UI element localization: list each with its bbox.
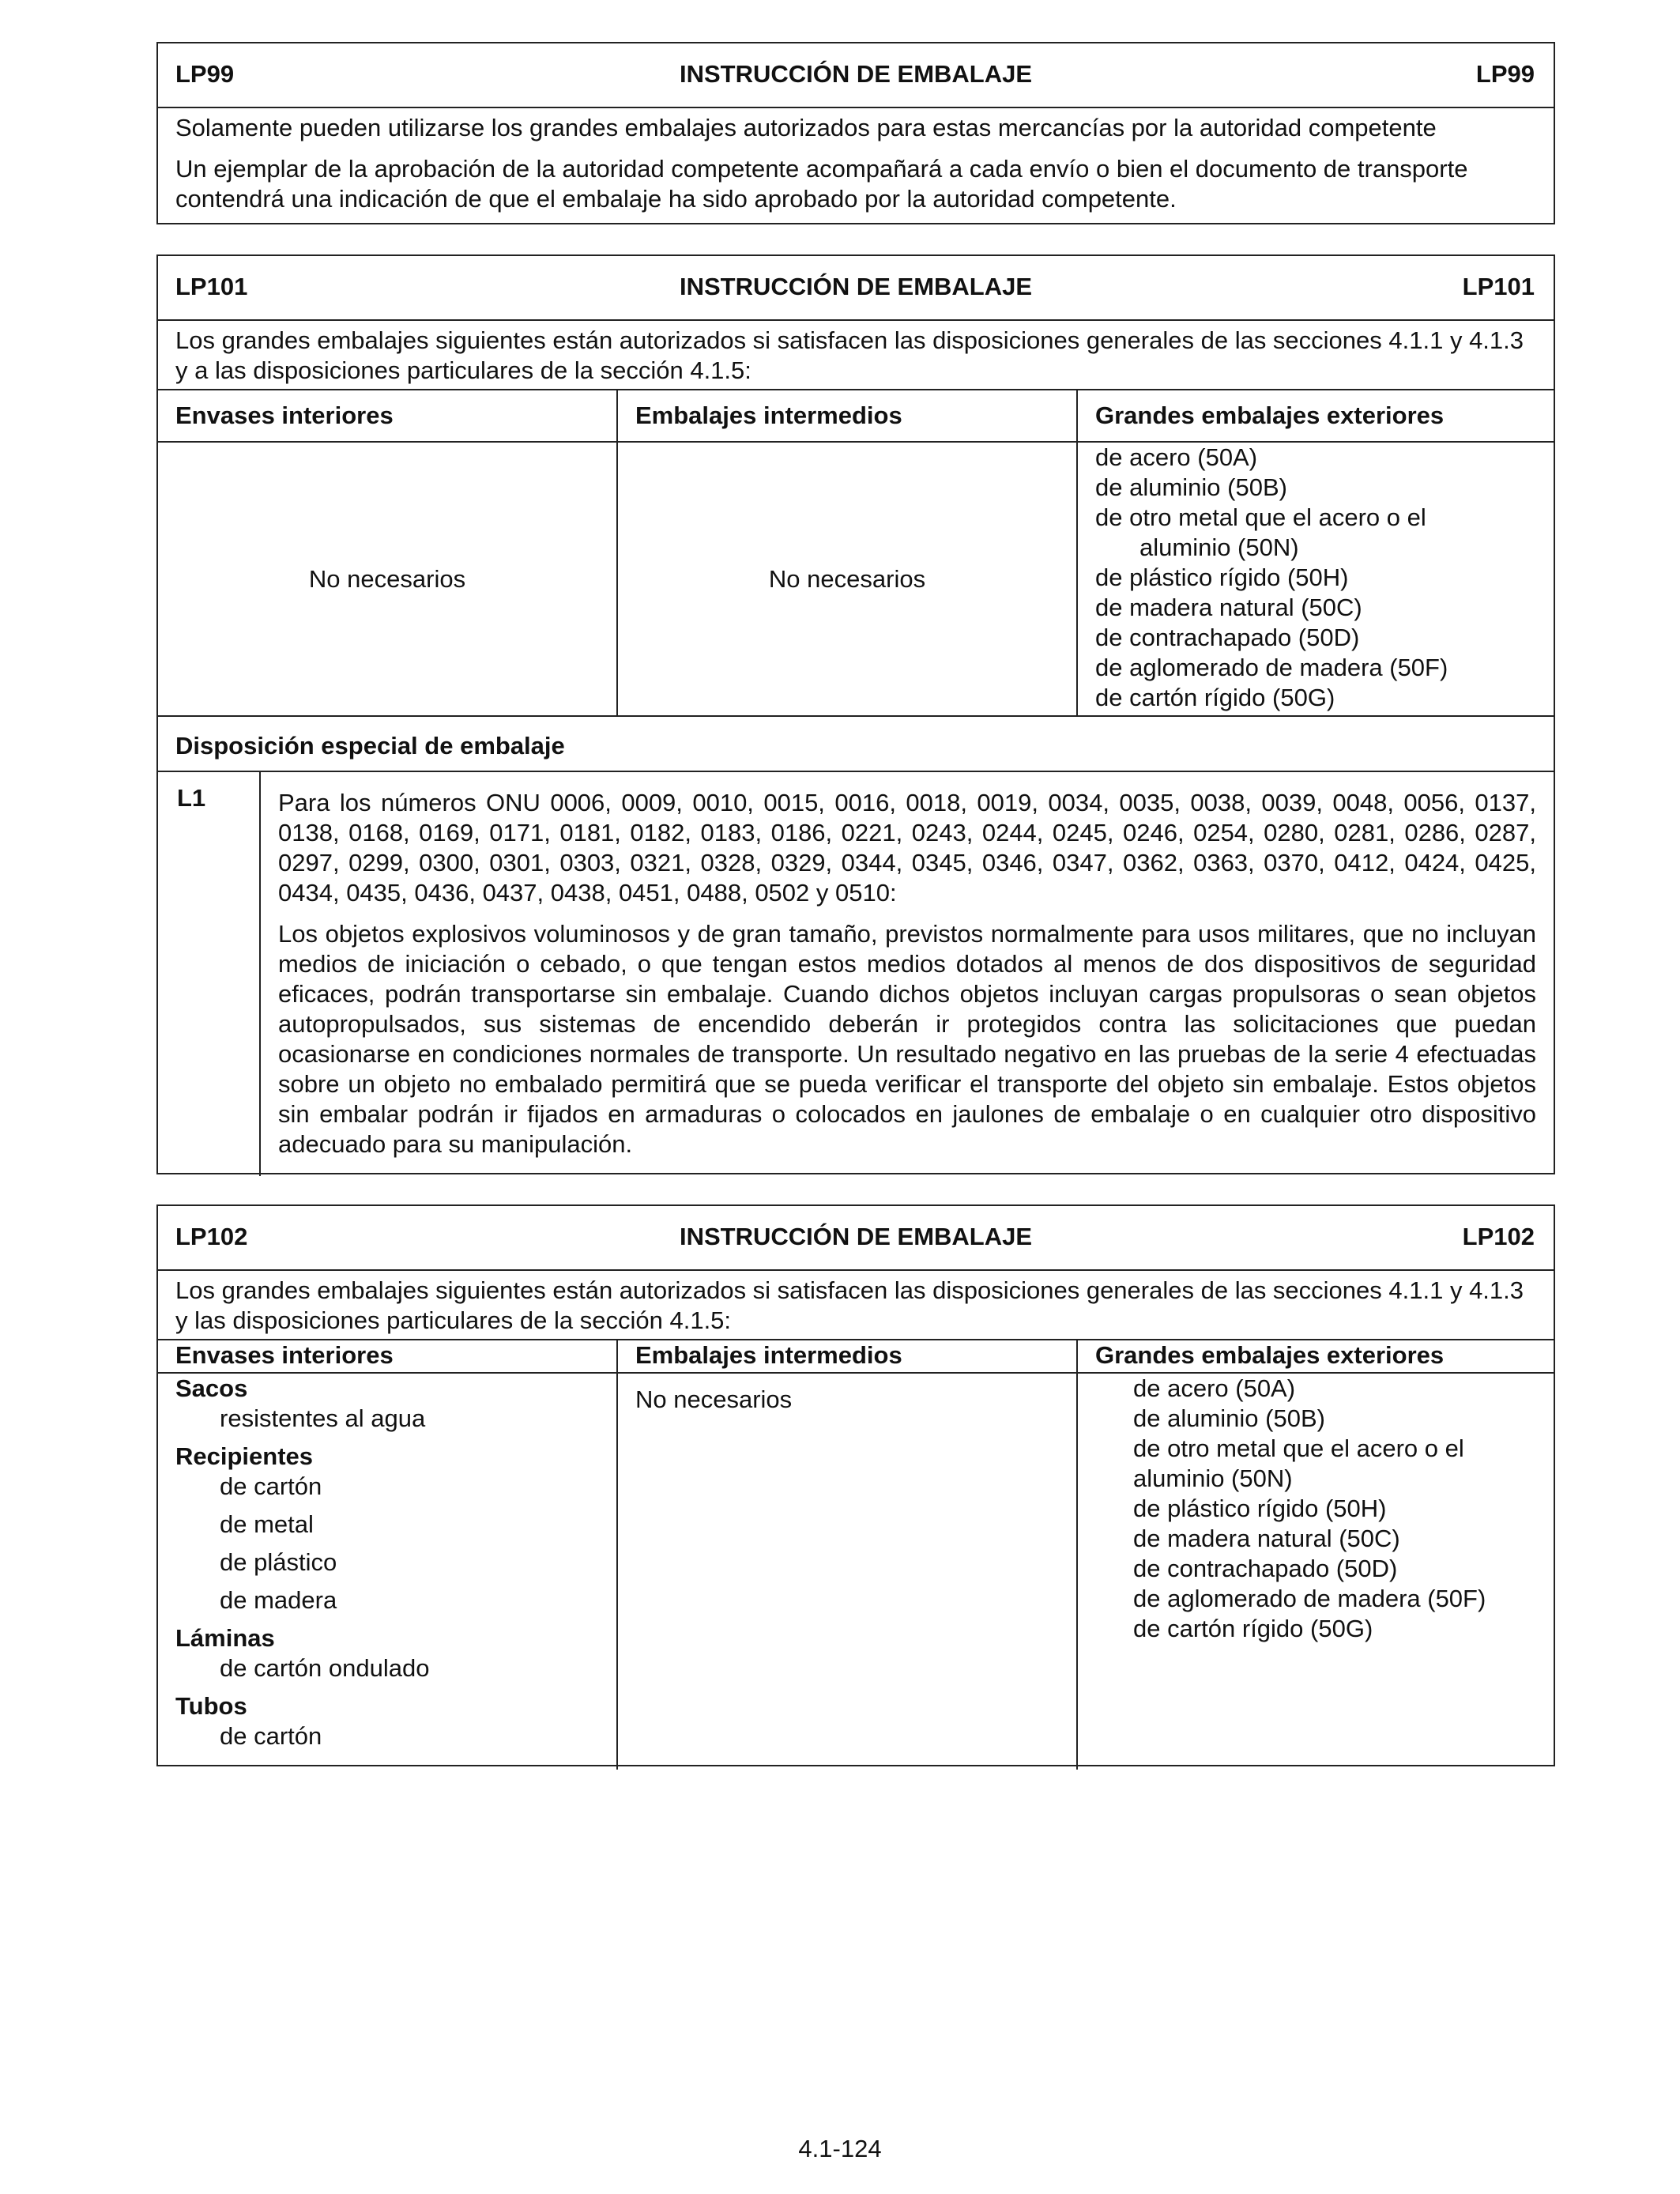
inner-group-heading: Tubos: [175, 1692, 247, 1720]
lp99-line2: Un ejemplar de la aprobación de la autoridad competente acompañará a cada envío o bien el documento de transporte contendrá una indicación de que el embalaje ha sido aprobado por la autoridad competente.: [175, 155, 1468, 213]
lp101-col-intermediate: Embalajes intermedios: [618, 390, 1078, 441]
lp101-special-row: [158, 771, 1554, 1176]
lp99-box: [156, 42, 1555, 224]
list-item: aluminio (50N): [1133, 1465, 1293, 1492]
list-item: de plástico rígido (50H): [1095, 564, 1349, 591]
lp102-outer-list: [1078, 1374, 1554, 1770]
list-item: de madera: [220, 1586, 337, 1614]
inner-group-heading: Recipientes: [175, 1442, 314, 1470]
lp101-code-right: LP101: [1462, 273, 1535, 300]
lp99-title: INSTRUCCIÓN DE EMBALAJE: [679, 60, 1033, 88]
lp102-col-intermediate: Embalajes intermedios: [618, 1340, 1078, 1372]
list-item: de cartón: [220, 1722, 322, 1750]
list-item: de contrachapado (50D): [1133, 1555, 1398, 1582]
lp101-body-row: [158, 441, 1554, 715]
list-item: de plástico: [220, 1548, 337, 1576]
lp101-special-text: [261, 772, 1554, 1176]
inner-group-heading: Sacos: [175, 1374, 248, 1402]
list-item: de madera natural (50C): [1095, 594, 1362, 621]
lp101-col-outer: Grandes embalajes exteriores: [1095, 401, 1445, 429]
lp102-title: INSTRUCCIÓN DE EMBALAJE: [679, 1223, 1033, 1250]
lp101-box: [156, 254, 1555, 1174]
lp101-intro: Los grandes embalajes siguientes están autorizados si satisfacen las disposiciones generales de las secciones 4.1.1 y 4.1.3 y a las disposiciones particulares de la sección 4.1.5:: [175, 326, 1524, 384]
list-item: aluminio (50N): [1139, 533, 1299, 561]
lp101-outer-list: [1078, 443, 1554, 715]
lp101-header: [158, 256, 1554, 321]
lp99-header: [158, 43, 1554, 108]
list-item: de cartón: [220, 1472, 322, 1500]
page-number: 4.1-124: [798, 2135, 882, 2162]
list-item: de aluminio (50B): [1133, 1404, 1325, 1432]
list-item: de otro metal que el acero o el: [1095, 503, 1426, 531]
lp99-code-right: LP99: [1475, 60, 1535, 88]
list-item: de contrachapado (50D): [1095, 624, 1360, 651]
lp102-header: [158, 1206, 1554, 1271]
list-item: de aglomerado de madera (50F): [1095, 654, 1448, 681]
lp102-code-left: LP102: [175, 1223, 248, 1250]
lp101-special-p2: Los objetos explosivos voluminosos y de gran tamaño, previstos normalmente para usos militares, que no incluyan medios de iniciación o cebado, o que tengan estos medios dotados al menos de dos dispositivos de seguridad eficaces, podrán transportarse sin embalaje. Cuando dichos objetos incluyan cargas propulsoras o sean objetos autopropulsados, sus sistemas de encendido deberán ir protegidos contra las solicitaciones que puedan ocasionarse en condiciones normales de transporte. Un resultado negativo en las pruebas de la serie 4 efectuadas sobre un objeto no embalado permitirá que se pueda verificar el transporte del objeto sin embalaje. Estos objetos sin embalar podrán ir fijados en armaduras o colocados en jaulones de embalaje o en cualquier otro dispositivo adecuado para su manipulación.: [278, 920, 1536, 1158]
lp101-special-code: L1: [158, 772, 261, 1176]
lp102-body-row: [158, 1372, 1554, 1770]
list-item: de acero (50A): [1095, 443, 1258, 471]
lp102-col-inner: Envases interiores: [158, 1340, 618, 1372]
lp101-code-left: LP101: [175, 273, 248, 300]
list-item: de cartón ondulado: [220, 1654, 430, 1682]
inner-group-heading: Láminas: [175, 1624, 275, 1652]
lp102-inner-list: [158, 1374, 618, 1770]
list-item: de metal: [220, 1510, 314, 1538]
list-item: resistentes al agua: [220, 1404, 426, 1432]
list-item: de aglomerado de madera (50F): [1133, 1585, 1486, 1612]
lp99-line1: Solamente pueden utilizarse los grandes embalajes autorizados para estas mercancías por la autoridad competente: [175, 114, 1437, 141]
list-item: de aluminio (50B): [1095, 473, 1287, 501]
list-item: de acero (50A): [1133, 1374, 1296, 1402]
lp101-title: INSTRUCCIÓN DE EMBALAJE: [679, 273, 1033, 300]
lp102-box: [156, 1204, 1555, 1766]
lp101-inner-value: No necesarios: [158, 443, 618, 715]
lp102-col-outer: Grandes embalajes exteriores: [1095, 1341, 1445, 1369]
list-item: de cartón rígido (50G): [1133, 1615, 1373, 1642]
lp99-code-left: LP99: [175, 60, 235, 88]
lp102-intro: Los grandes embalajes siguientes están autorizados si satisfacen las disposiciones generales de las secciones 4.1.1 y 4.1.3 y las disposiciones particulares de la sección 4.1.5:: [175, 1276, 1524, 1334]
lp101-column-headers: [158, 389, 1554, 441]
lp101-intermediate-value: No necesarios: [618, 443, 1078, 715]
lp101-special-header: Disposición especial de embalaje: [158, 715, 1554, 771]
list-item: de madera natural (50C): [1133, 1525, 1400, 1552]
list-item: de cartón rígido (50G): [1095, 684, 1335, 711]
list-item: de plástico rígido (50H): [1133, 1495, 1387, 1522]
lp102-column-headers: [158, 1339, 1554, 1372]
lp101-col-inner: Envases interiores: [158, 390, 618, 441]
lp102-code-right: LP102: [1462, 1223, 1535, 1250]
list-item: de otro metal que el acero o el: [1133, 1434, 1464, 1462]
lp102-intermediate-value: No necesarios: [618, 1374, 1078, 1770]
lp101-special-p1: Para los números ONU 0006, 0009, 0010, 0015, 0016, 0018, 0019, 0034, 0035, 0038, 0039, 0048, 0056, 0137, 0138, 0168, 0169, 0171, 0181, 0182, 0183, 0186, 0221, 0243, 0244, 0245, 0246, 0254, 0280, 0281, 0286, 0287, 0297, 0299, 0300, 0301, 0303, 0321, 0328, 0329, 0344, 0345, 0346, 0347, 0362, 0363, 0370, 0412, 0424, 0425, 0434, 0435, 0436, 0437, 0438, 0451, 0488, 0502 y 0510:: [278, 789, 1536, 907]
